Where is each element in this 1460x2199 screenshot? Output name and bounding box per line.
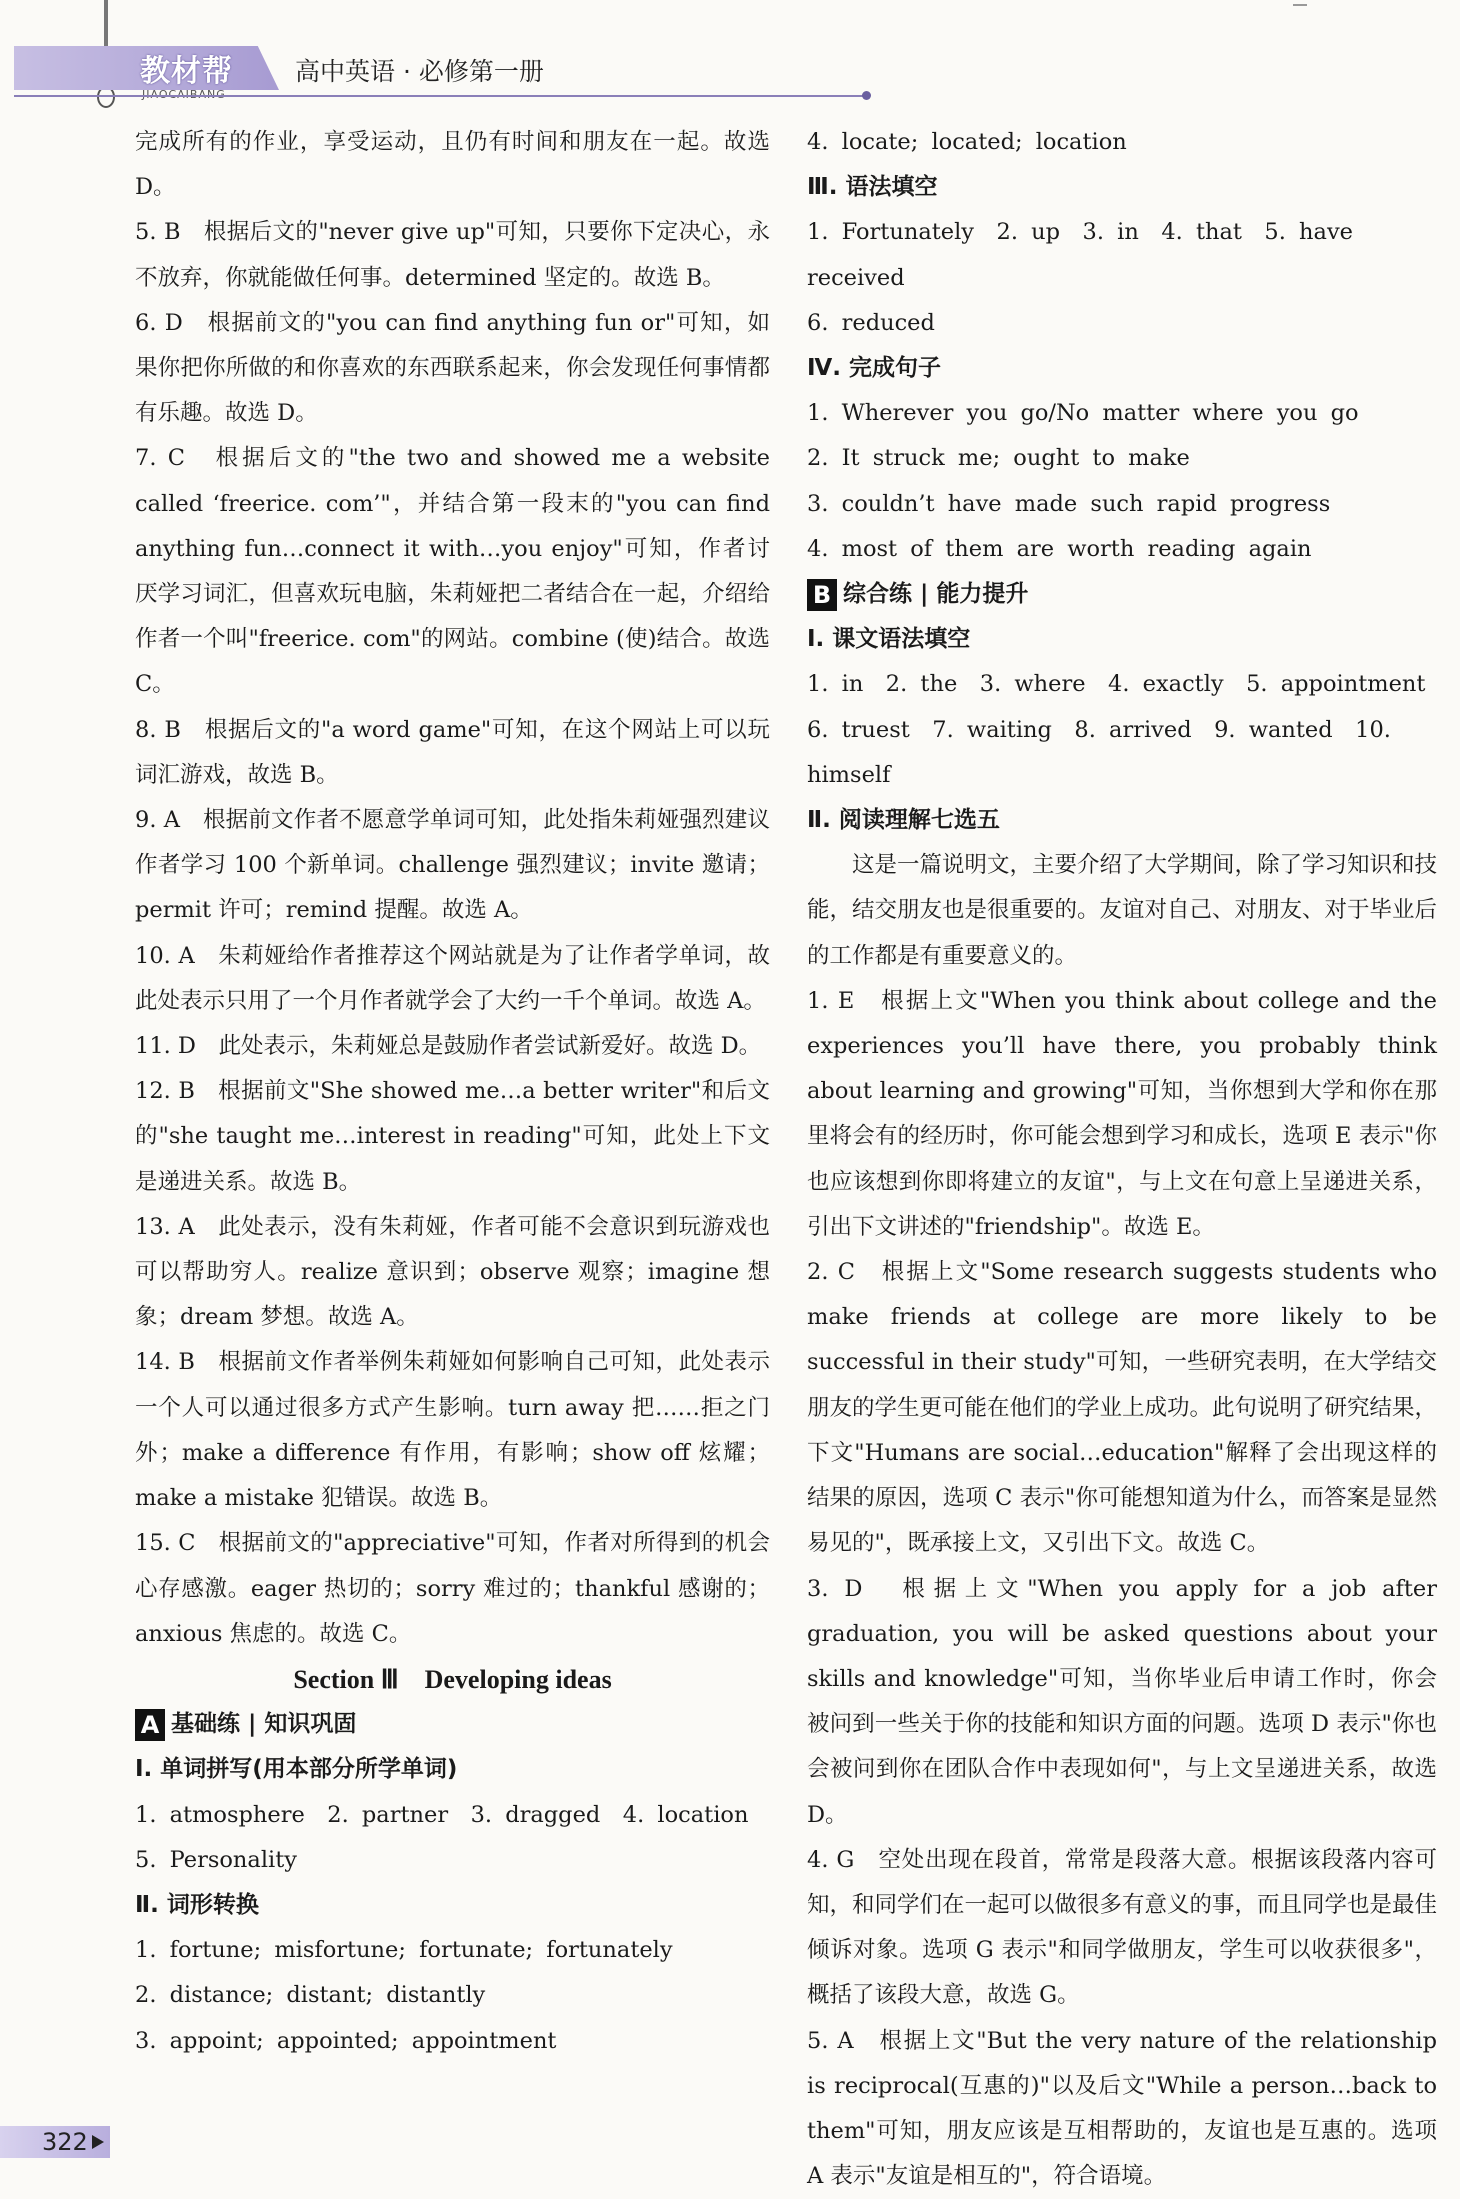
answer-line: 1. Wherever you go/No matter where you go bbox=[807, 400, 1359, 427]
answer-paragraph: 10. A 朱莉娅给作者推荐这个网站就是为了让作者学单词，故此处表示只用了一个月作者就学会了大约一千个单词。故选 A。 bbox=[135, 942, 770, 1014]
answer-line: 1. fortune; misfortune; fortunate; fortunately bbox=[135, 1937, 673, 1964]
right-column bbox=[807, 120, 1437, 2199]
part-title: Ⅰ. 单词拼写(用本部分所学单词) bbox=[135, 1756, 458, 1783]
arrow-right-icon bbox=[92, 2135, 104, 2149]
section-b-heading bbox=[807, 572, 1437, 617]
answer-paragraph: 1. E 根据上文"When you think about college and the experiences you’ll have there, you probably think about learning and growing"可知，当你想到大学和你在那里将会有的经历时，你可能会想到学习和成长，选项 E 表示"你也应该想到你即将建立的友谊"，与上文在句意上呈递进关系，引出下文讲述的"friendship"。故选 E。 bbox=[807, 987, 1437, 1240]
answer-paragraph: 6. D 根据前文的"you can find anything fun or"可知，如果你把你所做的和你喜欢的东西联系起来，你会发现任何事情都有乐趣。故选 D。 bbox=[135, 309, 770, 427]
answer-line: 1. Fortunately 2. up 3. in 4. that 5. have received bbox=[807, 219, 1353, 291]
answer-paragraph: 14. B 根据前文作者举例朱莉娅如何影响自己可知，此处表示一个人可以通过很多方式产生影响。turn away 把……拒之门外；make a difference 有作用，有影响；show off 炫耀；make a mistake 犯错误。故选 B。 bbox=[135, 1349, 770, 1512]
page-number: 322 bbox=[42, 2128, 88, 2156]
answer-paragraph: 3. D 根据上文"When you apply for a job after graduation, you will be asked questions about your skills and knowledge"可知，当你毕业后申请工作时，你会被问到一些关于你的技能和知识方面的问题。选项 D 表示"你也会被问到你在团队合作中表现如何"，与上文呈递进关系，故选 D。 bbox=[807, 1575, 1437, 1828]
answer-paragraph: 完成所有的作业，享受运动，且仍有时间和朋友在一起。故选 D。 bbox=[135, 129, 770, 201]
answer-paragraph: 5. B 根据后文的"never give up"可知，只要你下定决心，永不放弃，你就能做任何事。determined 坚定的。故选 B。 bbox=[135, 219, 770, 291]
part-title: Ⅱ. 词形转换 bbox=[135, 1891, 259, 1918]
answer-paragraph: 11. D 此处表示，朱莉娅总是鼓励作者尝试新爱好。故选 D。 bbox=[135, 1033, 762, 1060]
part-title: Ⅰ. 课文语法填空 bbox=[807, 626, 971, 653]
book-title: 高中英语 · 必修第一册 bbox=[295, 57, 544, 86]
passage-summary: 这是一篇说明文，主要介绍了大学期间，除了学习知识和技能，结交朋友也是很重要的。友谊对自己、对朋友、对于毕业后的工作都是有重要意义的。 bbox=[807, 852, 1438, 969]
section-b-box: B bbox=[807, 579, 837, 611]
answer-line: 3. appoint; appointed; appointment bbox=[135, 2027, 557, 2054]
answer-paragraph: 4. G 空处出现在段首，常常是段落大意。根据该段落内容可知，和同学们在一起可以做很多有意义的事，而且同学也是最佳倾诉对象。选项 G 表示"和同学做朋友，学生可以收获很多"，概括了该段大意，故选 G。 bbox=[807, 1846, 1438, 2009]
part-title: Ⅳ. 完成句子 bbox=[807, 355, 942, 382]
answer-line: 6. reduced bbox=[807, 309, 935, 336]
answer-paragraph: 13. A 此处表示，没有朱莉娅，作者可能不会意识到玩游戏也可以帮助穷人。realize 意识到；observe 观察；imagine 想象；dream 梦想。故选 A。 bbox=[135, 1213, 770, 1331]
section-title: Section Ⅲ Developing ideas bbox=[293, 1664, 612, 1694]
answer-line: 6. truest 7. waiting 8. arrived 9. wanted 10. himself bbox=[807, 716, 1391, 788]
answer-paragraph: 15. C 根据前文的"appreciative"可知，作者对所得到的机会心存感激。eager 热切的；sorry 难过的；thankful 感谢的；anxious 焦虑的。故选 C。 bbox=[135, 1530, 770, 1647]
answer-line: 3. couldn’t have made such rapid progress bbox=[807, 490, 1331, 517]
section-a-box: A bbox=[135, 1709, 165, 1741]
answer-line: 4. locate; located; location bbox=[807, 129, 1127, 155]
section-b-title: 综合练 | 能力提升 bbox=[843, 581, 1029, 608]
answer-paragraph: 9. A 根据前文作者不愿意学单词可知，此处指朱莉娅强烈建议作者学习 100 个新单词。challenge 强烈建议；invite 邀请；permit 许可；remind 提醒。故选 A。 bbox=[135, 807, 770, 924]
answer-paragraph: 5. A 根据上文"But the very nature of the relationship is reciprocal(互惠的)"以及后文"While a person…back to them"可知，朋友应该是互相帮助的，友谊也是互惠的。选项 A 表示"友谊是相互的"，符合语境。 bbox=[807, 2027, 1437, 2190]
answer-paragraph: 2. C 根据上文"Some research suggests students who make friends at college are more likely to be successful in their study"可知，一些研究表明，在大学结交朋友的学生更可能在他们的学业上成功。此句说明了研究结果，下文"Humans are social…education"解释了会出现这样的结果的原因，选项 C 表示"你可能想知道为什么，而答案是显然易见的"，既承接上文，又引出下文。故选 C。 bbox=[807, 1259, 1438, 1557]
section-a-title: 基础练 | 知识巩固 bbox=[171, 1711, 357, 1738]
page-header bbox=[0, 0, 1460, 110]
top-mark bbox=[1293, 4, 1307, 6]
section-a-heading bbox=[135, 1702, 770, 1747]
page-number-tab bbox=[0, 2126, 110, 2158]
answer-line: 1. atmosphere 2. partner 3. dragged 4. location 5. Personality bbox=[135, 1801, 771, 1873]
part-title: Ⅱ. 阅读理解七选五 bbox=[807, 807, 1000, 834]
answer-line: 1. in 2. the 3. where 4. exactly 5. appointment bbox=[807, 671, 1426, 698]
answer-line: 2. It struck me; ought to make bbox=[807, 445, 1190, 472]
answer-line: 4. most of them are worth reading again bbox=[807, 535, 1312, 562]
answer-line: 2. distance; distant; distantly bbox=[135, 1982, 486, 2009]
header-rule-dot bbox=[862, 91, 871, 100]
answer-paragraph: 12. B 根据前文"She showed me…a better writer"和后文的"she taught me…interest in reading"可知，此处上下文是递进关系。故选 B。 bbox=[135, 1078, 770, 1195]
part-title: Ⅲ. 语法填空 bbox=[807, 174, 938, 201]
answer-paragraph: 8. B 根据后文的"a word game"可知，在这个网站上可以玩词汇游戏，故选 B。 bbox=[135, 716, 770, 788]
answer-paragraph: 7. C 根据后文的"the two and showed me a website called ‘freerice. com’"，并结合第一段末的"you can find anything fun…connect it with…you enjoy"可知，作者讨厌学习词汇，但喜欢玩电脑，朱莉娅把二者结合在一起，介绍给作者一个叫"freerice. com"的网站。combine (使)结合。故选 C。 bbox=[135, 445, 770, 698]
left-column bbox=[135, 120, 770, 2064]
header-rule bbox=[14, 95, 869, 97]
brand-name: 教材帮 bbox=[140, 54, 233, 89]
